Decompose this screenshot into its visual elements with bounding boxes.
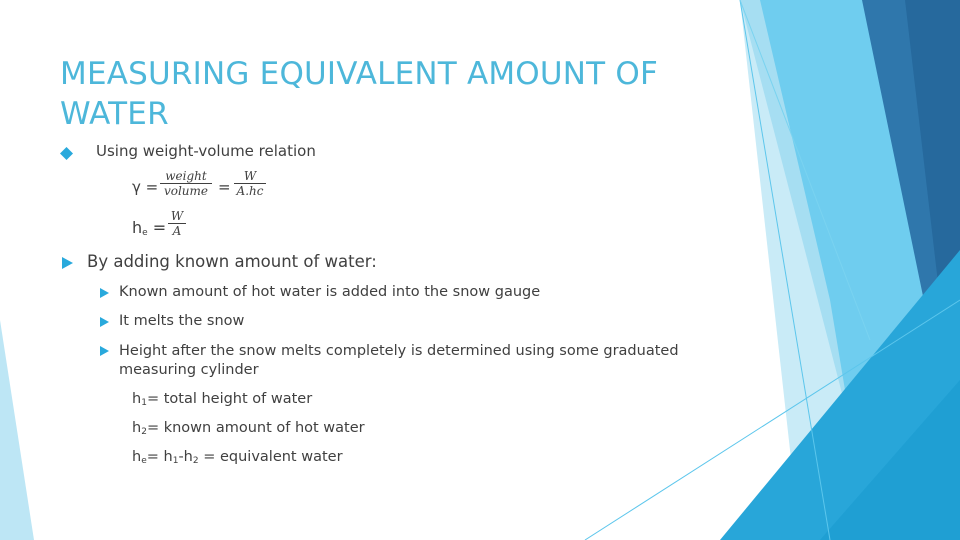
decor-left-sliver [0,320,34,540]
fraction-w-a [168,209,186,238]
he-lhs: $h_e$ = [132,218,167,238]
fraction-denominator: A.hc [236,184,264,198]
triangle-bullet-icon [100,288,109,298]
fraction-numerator: W [168,209,186,224]
title-line-2: WATER [60,96,169,132]
fraction-denominator: A [172,224,182,238]
triangle-bullet-icon [100,317,109,327]
gamma-lhs: γ = [132,178,159,196]
fraction-numerator: weight [160,169,212,184]
def-h2: $h_2=$ known amount of hot water [132,420,365,437]
def-he: $h_e= h_1-h_2$ = equivalent water [132,449,343,466]
sub-bullet-melts: It melts the snow [119,313,245,329]
sub-bullet-height-line-1: Height after the snow melts completely is determined using some graduated [119,343,679,359]
diamond-bullet-icon [60,147,73,160]
sub-bullet-hot-water: Known amount of hot water is added into the snow gauge [119,284,541,300]
bullet-weight-volume: Using weight-volume relation [96,142,316,160]
slide-title [60,54,700,134]
fraction-denominator: volume [163,184,209,198]
fraction-w-ahc [234,169,266,198]
def-h1: $h_1=$ total height of water [132,391,313,408]
triangle-bullet-icon [100,346,109,356]
gamma-equals: = [218,178,231,196]
fraction-numerator: W [234,169,266,184]
bullet-adding-water: By adding known amount of water: [87,252,377,271]
fraction-weight-volume [160,169,212,198]
sub-bullet-height-line-2: measuring cylinder [119,362,259,378]
title-line-1: MEASURING EQUIVALENT AMOUNT OF [60,56,658,92]
triangle-bullet-icon [62,257,73,269]
sub-bullet-height [119,342,679,380]
